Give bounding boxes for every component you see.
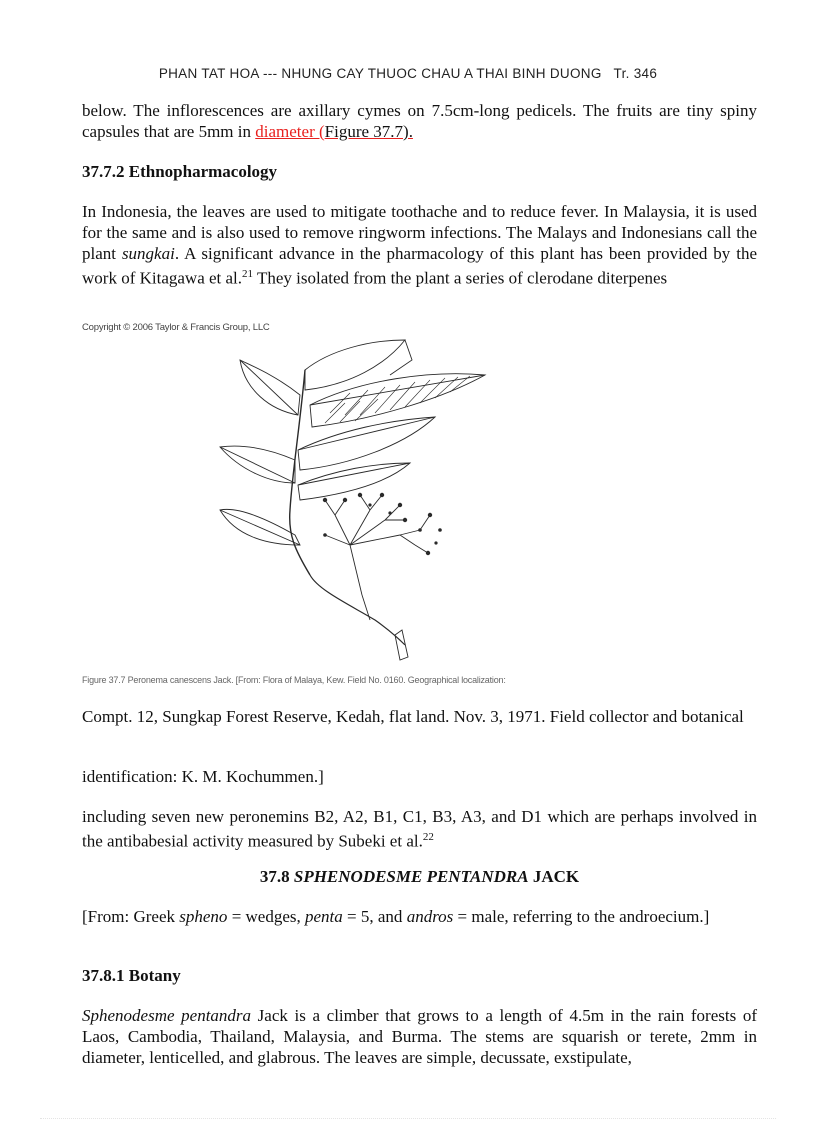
- paragraph-text: Jack is a climber that grows to a length of 4.5m in the rain forests of Laos, Cambodia, Thailand, Malaysia, and Burma. The stems are squarish or terete, 2mm in diameter, lenticelled, and glabrous. The leaves are simple, decussate, exstipulate,: [82, 1006, 757, 1067]
- paragraph-peronemins: [82, 806, 757, 852]
- etym-text-c: = 5, and: [342, 907, 407, 926]
- paragraph-text: below. The inflorescences are axillary cymes on 7.5cm-long pedicels. The fruits are tiny spiny capsules that are 5mm in: [82, 101, 757, 141]
- paragraph-text: including seven new peronemins B2, A2, B1, C1, B3, A3, and D1 which are perhaps involved in the antibabesial activity measured by Subeki et al.: [82, 807, 757, 851]
- paragraph-compt: Compt. 12, Sungkap Forest Reserve, Kedah, flat land. Nov. 3, 1971. Field collector and botanical: [82, 707, 744, 726]
- etym-text-b: = wedges,: [227, 907, 306, 926]
- section-heading-ethnopharmacology: 37.7.2 Ethnopharmacology: [82, 162, 278, 181]
- page-bottom-rule: [40, 1118, 776, 1119]
- species-name-italic: Sphenodesme pentandra: [82, 1006, 252, 1025]
- section-heading-botany: 37.8.1 Botany: [82, 966, 181, 985]
- figure-caption: Figure 37.7 Peronema canescens Jack. [From: Flora of Malaya, Kew. Field No. 0160. Geographical localization:: [82, 675, 506, 685]
- header-title: PHAN TAT HOA --- NHUNG CAY THUOC CHAU A THAI BINH DUONG: [158, 66, 602, 81]
- paragraph-inflorescence: [82, 100, 757, 142]
- running-header: [0, 66, 816, 81]
- species-name-italic: SPHENODESME PENTANDRA: [293, 867, 529, 886]
- etym-italic-andros: andros: [406, 907, 454, 926]
- footnote-21: 21: [242, 268, 254, 280]
- paragraph-text-c: They isolated from the plant a series of clerodane diterpenes: [253, 268, 668, 288]
- author-suffix: JACK: [528, 867, 580, 886]
- diameter-link[interactable]: diameter (: [255, 122, 325, 141]
- paragraph-botany: [82, 1005, 757, 1068]
- paragraph-identification: identification: K. M. Kochummen.]: [82, 767, 324, 786]
- figure-copyright: Copyright © 2006 Taylor & Francis Group, LLC: [82, 322, 270, 333]
- plant-name-italic: sungkai: [121, 244, 175, 263]
- paragraph-text-b: . A significant advance in the pharmacology of this plant has been provided by the work of Kitagawa et al.: [82, 244, 757, 288]
- plant-illustration-icon: [200, 335, 500, 665]
- etym-text-a: [From: Greek: [82, 907, 180, 926]
- paragraph-text-a: In Indonesia, the leaves are used to mitigate toothache and to reduce fever. In Malaysia, it is used for the same and is also used to remove ringworm infections. The Malays and Indonesians call the plant: [82, 202, 757, 263]
- paragraph-etymology: [82, 906, 757, 927]
- section-heading-sphenodesme: [82, 866, 757, 887]
- figure-reference: Figure 37.7).: [324, 122, 413, 141]
- etym-text-d: = male, referring to the androecium.]: [453, 907, 710, 926]
- etym-italic-spheno: spheno: [179, 907, 228, 926]
- section-number: 37.8: [259, 867, 294, 886]
- paragraph-ethnopharmacology: [82, 201, 757, 289]
- etym-italic-penta: penta: [305, 907, 343, 926]
- header-page-number: Tr. 346: [613, 66, 658, 81]
- footnote-22: 22: [422, 831, 434, 843]
